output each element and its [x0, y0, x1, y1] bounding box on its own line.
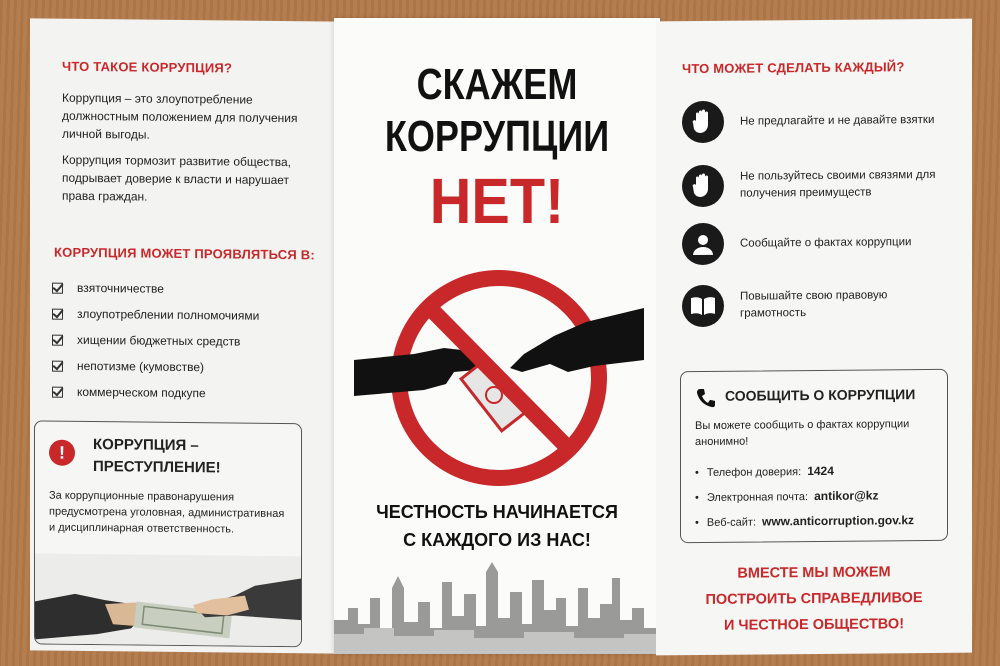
- contact-website: • Веб-сайт: www.anticorruption.gov.kz: [695, 508, 914, 535]
- leaflet-right-panel: [656, 19, 972, 656]
- action-item: [682, 221, 940, 265]
- report-intro: Вы можете сообщить о фактах коррупции анонимно!: [695, 418, 910, 449]
- money-handover-photo: [35, 553, 302, 647]
- corruption-forms-heading: КОРРУПЦИЯ МОЖЕТ ПРОЯВЛЯТЬСЯ В:: [54, 244, 315, 263]
- action-item: [682, 283, 940, 327]
- what-everyone-can-do-heading: ЧТО МОЖЕТ СДЕЛАТЬ КАЖДЫЙ?: [682, 59, 905, 77]
- closing-line-3: И ЧЕСТНОЕ ОБЩЕСТВО!: [723, 616, 905, 634]
- closing-slogan: [656, 559, 972, 640]
- stop-hand-icon: [682, 165, 724, 207]
- corruption-forms-list: [52, 275, 259, 407]
- list-item: коммерческом подкупе: [52, 379, 259, 407]
- hotline-number: 1424: [807, 463, 834, 479]
- contact-email: • Электронная почта: antikor@kz: [695, 483, 914, 510]
- phone-icon: [697, 388, 715, 408]
- corruption-effect: Коррупция тормозит развитие общества, подрывает доверие к власти и нарушает права граждан.: [62, 152, 292, 204]
- email-address: antikor@kz: [814, 488, 879, 503]
- warning-icon: !: [49, 440, 75, 466]
- slogan-line-1: ЧЕСТНОСТЬ НАЧИНАЕТСЯ: [376, 502, 618, 522]
- action-item: [682, 99, 940, 143]
- list-item: взяточничестве: [52, 275, 259, 303]
- slogan-line-2: С КАЖДОГО ИЗ НАС!: [403, 530, 591, 550]
- action-item: [682, 163, 940, 207]
- checkbox-icon: [52, 334, 63, 345]
- crime-text: За коррупционные правонарушения предусмотрена уголовная, административная и дисциплинарная ответственность.: [49, 489, 285, 536]
- contacts-list: [695, 458, 914, 535]
- stop-hand-icon: [682, 101, 724, 143]
- action-label: Не пользуйтесь своими связями для получения преимуществ: [740, 168, 936, 200]
- action-label: Повышайте свою правовую грамотность: [740, 289, 888, 320]
- list-item: непотизме (кумовстве): [52, 353, 259, 381]
- checkbox-icon: [52, 386, 63, 397]
- corruption-crime-box: [34, 420, 302, 647]
- city-skyline-icon: [334, 558, 660, 654]
- closing-line-2: ПОСТРОИТЬ СПРАВЕДЛИВОЕ: [705, 590, 923, 608]
- crime-title: КОРРУПЦИЯ – ПРЕСТУПЛЕНИЕ!: [93, 436, 221, 477]
- person-icon: [682, 223, 724, 265]
- headline-no: НЕТ!: [429, 165, 565, 237]
- leaflet-left-panel: [30, 18, 340, 653]
- headline-line-2: КОРРУПЦИИ: [384, 112, 610, 161]
- slogan: [334, 498, 660, 554]
- website-url: www.anticorruption.gov.kz: [762, 513, 915, 529]
- report-title: СООБЩИТЬ О КОРРУПЦИИ: [725, 386, 916, 404]
- no-bribery-sign-icon: [354, 268, 644, 488]
- checkbox-icon: [52, 308, 63, 319]
- checkbox-icon: [52, 360, 63, 371]
- headline-line-1: СКАЖЕМ: [416, 60, 578, 109]
- corruption-definition: Коррупция – это злоупотребление должностным положением для получения личной выгоды.: [62, 90, 298, 142]
- what-is-corruption-heading: ЧТО ТАКОЕ КОРРУПЦИЯ?: [62, 58, 233, 76]
- list-item: злоупотреблении полномочиями: [52, 301, 259, 329]
- checkbox-icon: [52, 282, 63, 293]
- list-item: хищении бюджетных средств: [52, 327, 259, 355]
- leaflet-middle-panel: [334, 18, 660, 654]
- report-corruption-box: [680, 369, 948, 543]
- action-label: Сообщайте о фактах коррупции: [740, 235, 912, 250]
- book-icon: [682, 285, 724, 327]
- action-label: Не предлагайте и не давайте взятки: [740, 113, 935, 128]
- contact-hotline: • Телефон доверия: 1424: [695, 458, 914, 485]
- closing-line-1: ВМЕСТЕ МЫ МОЖЕМ: [737, 564, 891, 582]
